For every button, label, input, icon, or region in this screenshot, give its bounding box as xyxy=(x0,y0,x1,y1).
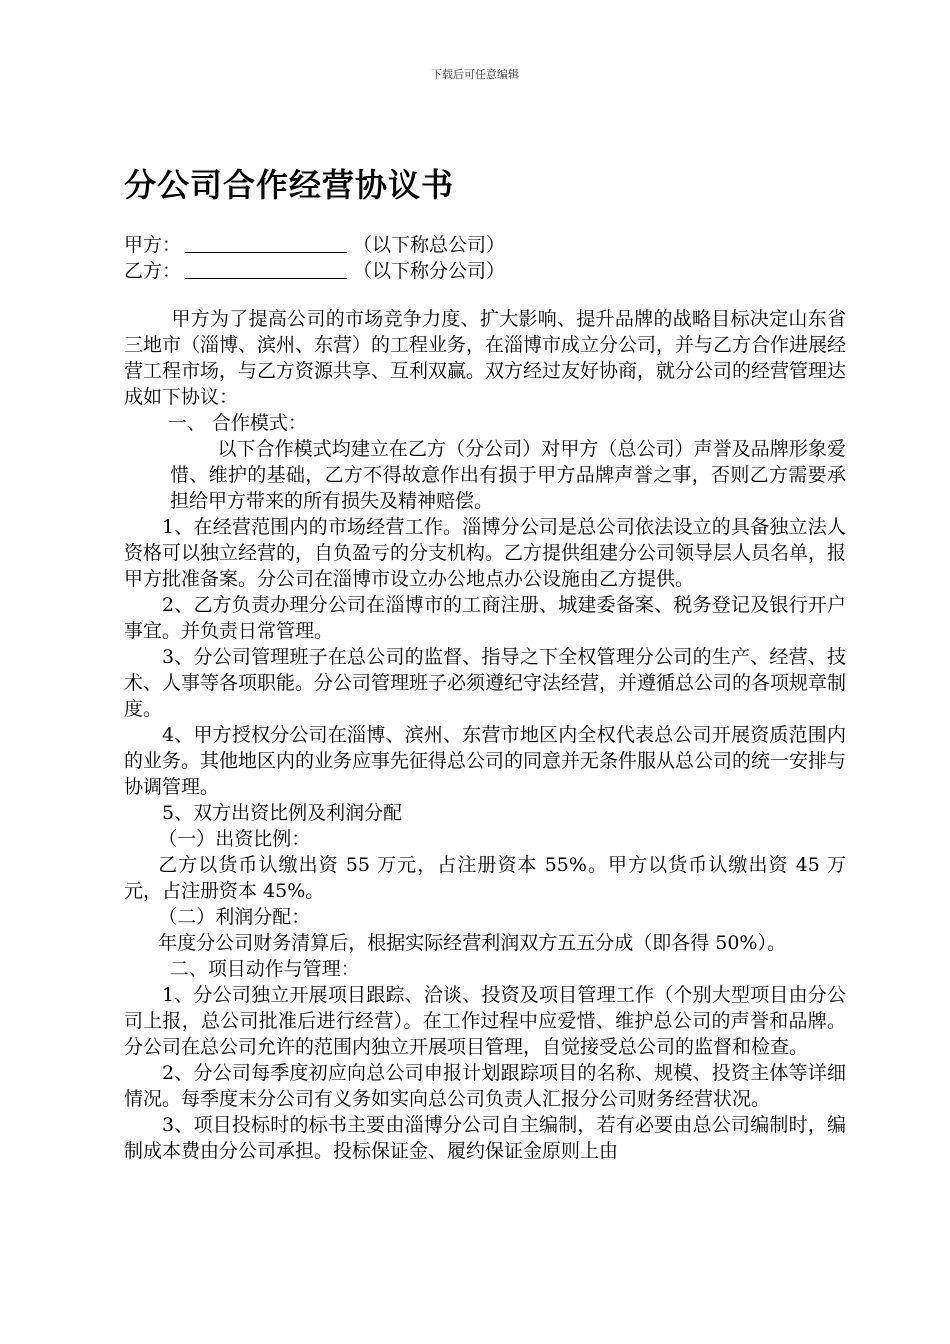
party-b-blank xyxy=(185,260,347,279)
intro-paragraph: 甲方为了提高公司的市场竞争力度、扩大影响、提升品牌的战略目标决定山东省三地市（淄博、滨州、东营）的工程业务，在淄博市成立分公司，并与乙方合作进展经营工程市场，与乙方资源共享、互利双赢。双方经过友好协商，就分公司的经营管理达成如下协议： xyxy=(124,308,847,408)
subsection-1-text: 乙方以货币认缴出资 55 万元，占注册资本 55%。甲方以货币认缴出资 45 万元，占注册资本 45%。 xyxy=(124,854,846,902)
section-2-heading: 二、项目动作与管理： xyxy=(169,958,360,980)
section-1-heading: 一、 合作模式： xyxy=(167,412,307,434)
party-a-line xyxy=(124,232,505,258)
party-a-blank xyxy=(185,234,347,253)
section-1-item-5: 5、双方出资比例及利润分配 xyxy=(162,802,403,824)
subsection-1-heading: （一）出资比例： xyxy=(158,828,311,850)
party-b-label: 乙方： xyxy=(124,260,182,282)
section-2-item-3: 3、项目投标时的标书主要由淄博分公司自主编制，若有必要由总公司编制时，编制成本费由分公司承担。投标保证金、履约保证金原则上由 xyxy=(124,1114,846,1162)
section-1-item-1: 1、在经营范围内的市场经营工作。淄博分公司是总公司依法设立的具备独立法人资格可以独立经营的，自负盈亏的分支机构。乙方提供组建分公司领导层人员名单，报甲方批准备案。分公司在淄博市设立办公地点办公设施由乙方提供。 xyxy=(124,516,847,590)
agreement-body xyxy=(124,306,846,1164)
subsection-2-heading: （二）利润分配： xyxy=(158,906,311,928)
party-a-label: 甲方： xyxy=(124,234,182,256)
header-note: 下载后可任意编辑 xyxy=(431,68,519,81)
party-b-line xyxy=(124,258,505,284)
party-a-suffix: （以下称总公司） xyxy=(353,234,506,256)
section-1-item-2: 2、乙方负责办理分公司在淄博市的工商注册、城建委备案、税务登记及银行开户事宜。并负责日常管理。 xyxy=(124,594,846,642)
section-2-item-1: 1、分公司独立开展项目跟踪、洽谈、投资及项目管理工作（个别大型项目由分公司上报，总公司批准后进行经营）。在工作过程中应爱惜、维护总公司的声誉和品牌。分公司在总公司允许的范围内独立开展项目管理，自觉接受总公司的监督和检查。 xyxy=(124,984,846,1058)
section-2-item-2: 2、分公司每季度初应向总公司申报计划跟踪项目的名称、规模、投资主体等详细情况。每季度末分公司有义务如实向总公司负责人汇报分公司财务经营状况。 xyxy=(124,1062,846,1110)
subsection-2-text: 年度分公司财务清算后，根据实际经营利润双方五五分成（即各得 50%）。 xyxy=(158,932,786,954)
party-b-suffix: （以下称分公司） xyxy=(353,260,506,282)
section-1-item-3: 3、分公司管理班子在总公司的监督、指导之下全权管理分公司的生产、经营、技术、人事等各项职能。分公司管理班子必须遵纪守法经营，并遵循总公司的各项规章制度。 xyxy=(124,646,847,720)
page-title: 分公司合作经营协议书 xyxy=(124,166,455,204)
section-1-item-4: 4、甲方授权分公司在淄博、滨州、东营市地区内全权代表总公司开展资质范围内的业务。其他地区内的业务应事先征得总公司的同意并无条件服从总公司的统一安排与协调管理。 xyxy=(124,724,847,798)
section-1-intro: 以下合作模式均建立在乙方（分公司）对甲方（总公司）声誉及品牌形象爱惜、维护的基础，乙方不得故意作出有损于甲方品牌声誉之事，否则乙方需要承担给甲方带来的所有损失及精神赔偿。 xyxy=(170,438,846,512)
